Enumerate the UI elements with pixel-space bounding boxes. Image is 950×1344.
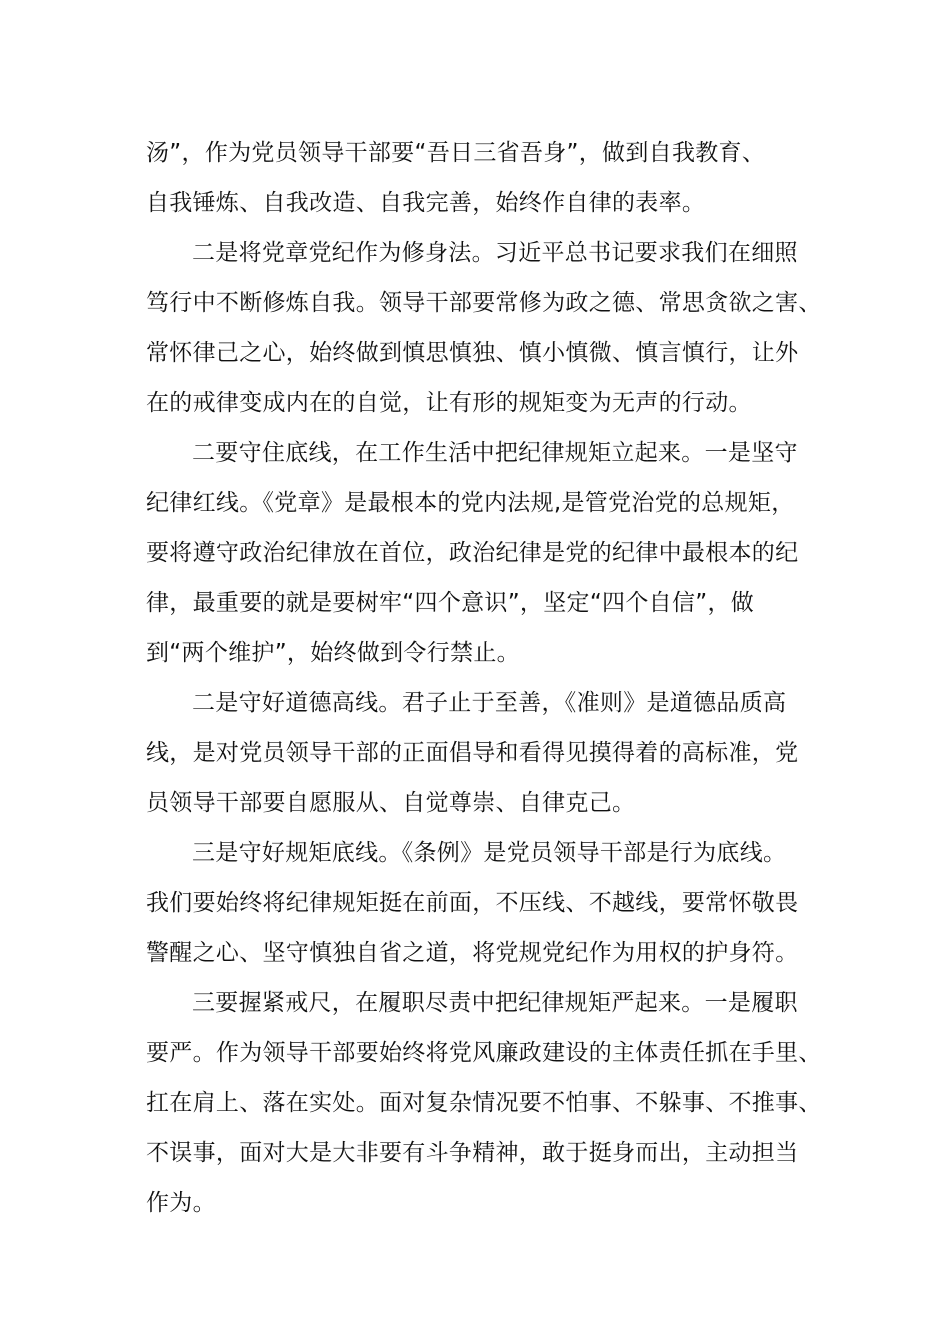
text-line: 线，是对党员领导干部的正面倡导和看得见摸得着的高标准，党 [146, 740, 799, 766]
text-line: 扛在肩上、落在实处。面对复杂情况要不怕事、不躲事、不推事、 [146, 1090, 822, 1116]
paragraph-first-line: 二要守住底线，在工作生活中把纪律规矩立起来。一是坚守 [192, 440, 798, 466]
text-line: 我们要始终将纪律规矩挺在前面，不压线、不越线，要常怀敬畏 [146, 890, 799, 916]
text-line: 常怀律己之心，始终做到慎思慎独、慎小慎微、慎言慎行，让外 [146, 340, 799, 366]
text-line: 员领导干部要自愿服从、自觉尊崇、自律克己。 [146, 790, 636, 816]
paragraph-first-line: 三是守好规矩底线。《条例》是党员领导干部是行为底线。 [192, 840, 787, 866]
text-line: 在的戒律变成内在的自觉，让有形的规矩变为无声的行动。 [146, 390, 752, 416]
text-line: 笃行中不断修炼自我。领导干部要常修为政之德、常思贪欲之害、 [146, 290, 822, 316]
text-line: 要将遵守政治纪律放在首位，政治纪律是党的纪律中最根本的纪 [146, 540, 799, 566]
text-line: 自我锤炼、自我改造、自我完善，始终作自律的表率。 [146, 190, 706, 216]
text-line: 警醒之心、坚守慎独自省之道，将党规党纪作为用权的护身符。 [146, 940, 799, 966]
text-line: 不误事，面对大是大非要有斗争精神，敢于挺身而出，主动担当 [146, 1140, 799, 1166]
paragraph-first-line: 二是守好道德高线。君子止于至善，《准则》是道德品质高 [192, 690, 787, 716]
text-line: 律，最重要的就是要树牢“四个意识”，坚定“四个自信”，做 [146, 590, 755, 616]
text-line: 纪律红线。《党章》是最根本的党内法规,是管党治党的总规矩， [146, 490, 795, 516]
paragraph-first-line: 二是将党章党纪作为修身法。习近平总书记要求我们在细照 [192, 240, 798, 266]
text-line: 要严。作为领导干部要始终将党风廉政建设的主体责任抓在手里、 [146, 1040, 822, 1066]
body-text [146, 128, 822, 1228]
text-line: 到“两个维护”，始终做到令行禁止。 [146, 640, 520, 666]
paragraph-first-line: 三要握紧戒尺，在履职尽责中把纪律规矩严起来。一是履职 [192, 990, 798, 1016]
text-line: 作为。 [146, 1190, 216, 1216]
text-line: 汤”，作为党员领导干部要“吾日三省吾身”，做到自我教育、 [146, 140, 766, 166]
